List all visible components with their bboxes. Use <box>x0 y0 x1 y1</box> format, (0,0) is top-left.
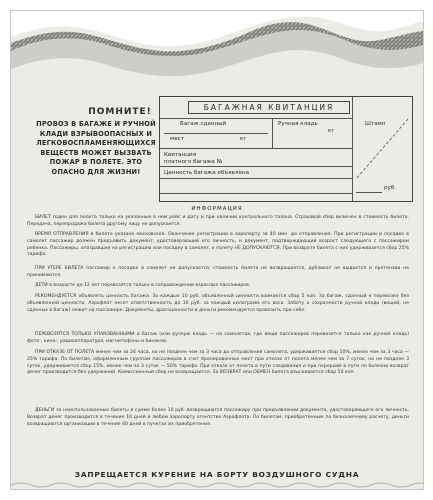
info-paragraph: ПЕРЕВОЗЯТСЯ ТОЛЬКО УПАКОВАННЫМИ в багаж (или ручную кладь — на самолетах, где вещи пассажиров перевозятся только как ручная кладь) фото-, кино-, радиоаппаратура, магнитофоны и бинокли. <box>27 332 409 344</box>
info-title: ИНФОРМАЦИЯ <box>191 206 243 212</box>
warning-title: ПОМНИТЕ! <box>88 107 152 117</box>
warning-line: ОПАСНО ДЛЯ ЖИЗНИ! <box>51 167 141 176</box>
info-paragraph: ВРЕМЯ ОТПРАВЛЕНИЯ в билете указано московское. Окончание регистрации в аэропорту за 40 мин. до отправления. При регистрации и посадке в самолет пассажир должен предъявить документ, удостоверяющий его личность, и документ, подтверждающий возраст следующего с пассажиром ребенка. Пассажиры, опоздавшие на регистрацию или посадку в самолет, к полету НЕ ДОПУСКАЮТСЯ. При возврате билета с них удерживается сбор 25% тарифа. <box>27 232 409 258</box>
divider <box>160 193 352 194</box>
warning-line: ПОЖАР В ПОЛЕТЕ. ЭТО <box>49 158 143 167</box>
divider <box>164 133 268 134</box>
paid-receipt-label: Квитанция <box>164 152 197 158</box>
paid-baggage-label: платного багажа № <box>164 159 223 165</box>
rub-label: руб. <box>384 185 397 191</box>
wave-pattern <box>11 11 423 93</box>
info-paragraph: ПРИ ОТКАЗЕ ОТ ПОЛЕТА менее чем за 24 часа, но не позднее чем за 3 часа до отправления самолета, удерживается сбор 10%, менее чем за 3 часа — 25% тарифа. По билетам, оформленным группам пассажиров в счет бронированных мест при отказе от полета менее чем за 7 суток, но не позднее 3 суток, удерживается сбор 15%, менее чем за 3 суток — 50% тарифа. При отказе от полета в пути следования и при перерыве в пути по болезни возврат денег производится без удержаний. Комиссионный сбор не возвращается. За ВОЗВРАТ или ОБМЕН билета взыскивается сбор 50 коп. <box>27 350 409 376</box>
bottom-pattern <box>11 481 423 489</box>
checked-baggage-label: Багаж сданный <box>180 121 227 127</box>
hand-kg-label: кг <box>328 128 335 134</box>
baggage-receipt <box>159 96 413 202</box>
hand-luggage-label: Ручная кладь <box>278 121 318 127</box>
warning-line: КЛАДИ ВЗРЫВООПАСНЫХ И <box>39 129 153 138</box>
divider <box>160 118 352 119</box>
info-paragraph: ПРИ УТЕРЕ БИЛЕТА пассажир к посадке в самолет не допускается, стоимость билета не возвращается, дубликат не выдается и претензии не принимаются. <box>27 266 409 278</box>
declared-value-label: Ценность багажа объявлена <box>164 170 250 176</box>
info-paragraph: ДЕТИ в возрасте до 12 лет перевозятся только в сопровождении взрослых пассажиров. <box>35 283 251 288</box>
no-smoking-notice: ЗАПРЕЩАЕТСЯ КУРЕНИЕ НА БОРТУ ВОЗДУШНОГО СУДНА <box>74 470 360 479</box>
kg-label: кг <box>240 136 247 142</box>
divider <box>160 178 352 179</box>
warning-line: ВЕЩЕСТВ МОЖЕТ ВЫЗВАТЬ <box>40 148 152 157</box>
ticket-sheet <box>10 10 424 490</box>
divider <box>160 166 352 167</box>
divider <box>160 148 352 149</box>
warning-line: ЛЕГКОВОСПЛАМЕНЯЮЩИХСЯ <box>36 139 156 148</box>
stamp-label: Штамп <box>365 121 386 127</box>
stamp-area-diagonal <box>352 117 410 199</box>
divider <box>272 118 273 148</box>
warning-text <box>21 120 171 178</box>
places-label: мест <box>170 136 184 142</box>
warning-line: ПРОВОЗ В БАГАЖЕ И РУЧНОЙ <box>36 120 156 128</box>
info-paragraph: БИЛЕТ годен для полета только на указанные в нем рейс и дату и при наличии контрольного талона. Страховой сбор включен в стоимость билета. Передача, перепродажа билета другому лицу не допускается. <box>27 215 409 227</box>
receipt-title: БАГАЖНАЯ КВИТАНЦИЯ <box>188 101 350 114</box>
info-paragraph: РЕКОМЕНДУЕТСЯ объявлять ценность багажа. За каждые 10 руб. объявленной ценности взимается сбор 5 коп. За багаж, сданный к перевозке без объявленной ценности, Аэрофлот несет ответственность до 10 руб. за каждый килограмм его веса. Заботу о сохранности ручной клади (вещей, не сданных в багаж) лежит на пассажире. Документы, драгоценности и деньги рекомендуется провозить при себе. <box>27 294 409 313</box>
info-paragraph: ДЕНЬГИ за неиспользованные билеты в сумме более 10 руб. возвращаются пассажиру при предъявлении документа, удостоверяющего его личность. Возврат денег производится в течение 10 дней в любом аэропорту агентстве Аэрофлота. По билетам, приобретенным по безналичному расчету, деньги возвращаются организации в течение 60 дней в пунктах их приобретения. <box>27 408 409 427</box>
